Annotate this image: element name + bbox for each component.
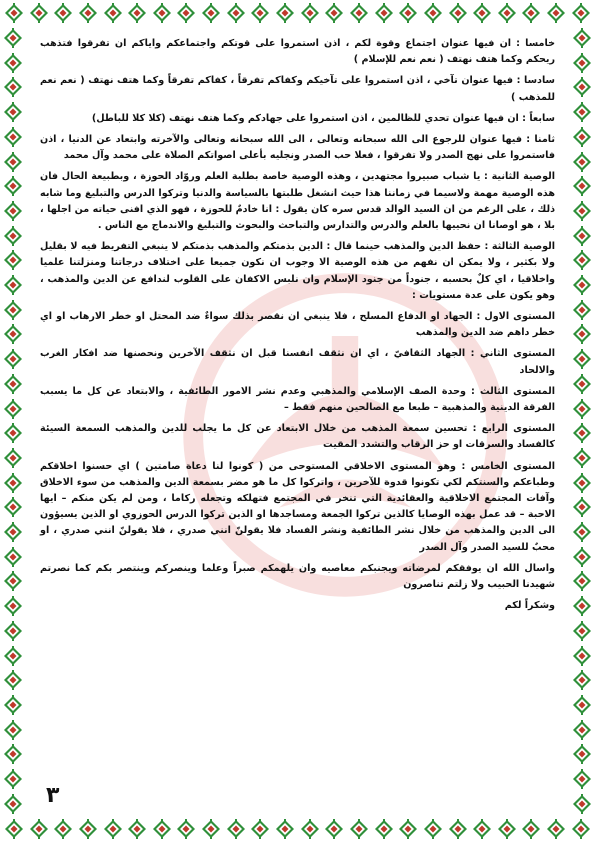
border-ornament-icon [572, 300, 592, 320]
border-ornament-icon [29, 3, 49, 23]
border-ornament-icon [472, 3, 492, 23]
border-ornament-icon [398, 819, 418, 839]
border-ornament-icon [3, 399, 23, 419]
border-ornament-icon [3, 152, 23, 172]
paragraph-eighth: ثامنا : فيها عنوان للرجوع الى الله سبحانه وتعالى ، الى الله سبحانه وتعالى والآخرته وابتعاد عن الدنيا ، اذن فاستمروا على نهج الصدر ولا تفرقوا ، فعلا حب الصدر ونجليه بأعلى اصواتكم الصلاة على محمد وآل محمد [40, 134, 555, 162]
border-ornament-icon [3, 769, 23, 789]
border-ornament-icon [572, 324, 592, 344]
border-ornament-icon [250, 819, 270, 839]
border-ornament-icon [3, 473, 23, 493]
border-ornament-icon [497, 819, 517, 839]
border-ornament-icon [374, 3, 394, 23]
left-border [0, 26, 26, 816]
border-ornament-icon [3, 670, 23, 690]
border-ornament-icon [3, 522, 23, 542]
border-ornament-icon [571, 3, 591, 23]
border-ornament-icon [275, 819, 295, 839]
paragraph-level-three: المستوى الثالث : وحدة الصف الإسلامي والمذهبي وعدم نشر الامور الطائفية ، والابتعاد عن كل ما يسبب الفرقة الدينية والمذهبية – طبعا مع الصالحين منهم فقط – [40, 385, 555, 414]
border-ornament-icon [4, 819, 24, 839]
border-ornament-icon [571, 819, 591, 839]
border-ornament-icon [572, 571, 592, 591]
border-ornament-icon [78, 3, 98, 23]
border-ornament-icon [3, 275, 23, 295]
border-ornament-icon [3, 794, 23, 814]
border-ornament-icon [572, 695, 592, 715]
border-ornament-icon [572, 448, 592, 468]
border-ornament-icon [572, 226, 592, 246]
border-ornament-icon [3, 176, 23, 196]
border-ornament-icon [3, 571, 23, 591]
document-body [40, 36, 555, 620]
border-ornament-icon [176, 3, 196, 23]
border-ornament-icon [374, 819, 394, 839]
border-ornament-icon [572, 621, 592, 641]
border-ornament-icon [324, 819, 344, 839]
border-ornament-icon [226, 3, 246, 23]
border-ornament-icon [3, 28, 23, 48]
border-ornament-icon [3, 744, 23, 764]
border-ornament-icon [572, 275, 592, 295]
border-ornament-icon [448, 3, 468, 23]
border-ornament-icon [3, 448, 23, 468]
border-ornament-icon [572, 522, 592, 542]
border-ornament-icon [201, 819, 221, 839]
border-ornament-icon [3, 374, 23, 394]
border-ornament-icon [127, 3, 147, 23]
border-ornament-icon [572, 28, 592, 48]
border-ornament-icon [472, 819, 492, 839]
paragraph-seventh: سابعاً : ان فيها عنوان تحدي للظالمين ، اذن استمروا على جهادكم وكما هتف نهتف (كلا كلا للباطل) [91, 112, 555, 124]
paragraph-level-four: المستوى الرابع : تحسين سمعة المذهب من خلال الابتعاد عن كل ما يجلب للدين والمذهب السمعة السيئة كالفساد والسرقات او حز الرقاب والتشدد المقيت [40, 423, 555, 451]
border-ornament-icon [423, 3, 443, 23]
border-ornament-icon [521, 3, 541, 23]
border-ornament-icon [572, 102, 592, 122]
border-ornament-icon [572, 547, 592, 567]
border-ornament-icon [572, 670, 592, 690]
paragraph-level-five: المستوى الخامس : وهو المستوى الاخلاقي المستوحى من ( كونوا لنا دعاة صامتين ) اي حسنوا اخلاقكم وطباعكم والسنتكم لكي تكونوا قدوة للآخرين ، واتركوا كل ما هو مضر بسمعة الدين والمذهب من سوء الاخلاق وآفات المجتمع الاخلاقية والعقائدية التي تنخر في المجتمع فتهلكه وتجعله ركاما ، ومن لم يكن منكم – ايها الاحبة – قد عمل بهذه الوصايا كالذين تركوا الجمعة ومساجدها او الذين تركوا الدرس الحوزوي او الذين يسيؤون الى الدين والمذهب من خلال نشر الطائفية ونشر الفساد فلا يقولنّ انني صدري ، فلا يقولنّ انني صدري ، او محبٌ للسيد الصدر وآل الصدر [40, 460, 555, 553]
border-ornament-icon [3, 349, 23, 369]
border-ornament-icon [103, 3, 123, 23]
border-ornament-icon [3, 127, 23, 147]
border-ornament-icon [572, 250, 592, 270]
border-ornament-icon [572, 720, 592, 740]
border-ornament-icon [398, 3, 418, 23]
border-ornament-icon [3, 423, 23, 443]
border-ornament-icon [226, 819, 246, 839]
border-ornament-icon [572, 176, 592, 196]
border-ornament-icon [250, 3, 270, 23]
border-ornament-icon [78, 819, 98, 839]
border-ornament-icon [572, 201, 592, 221]
paragraph-level-one: المستوى الاول : الجهاد او الدفاع المسلح ، فلا ينبغي ان نقصر بذلك سواءٌ ضد المحتل او خطر الارهاب او اي خطر داهم ضد الدين والمذهب [40, 311, 555, 339]
border-ornament-icon [3, 77, 23, 97]
border-ornament-icon [3, 201, 23, 221]
border-ornament-icon [300, 819, 320, 839]
border-ornament-icon [572, 399, 592, 419]
border-ornament-icon [127, 819, 147, 839]
border-ornament-icon [572, 152, 592, 172]
border-ornament-icon [572, 769, 592, 789]
border-ornament-icon [29, 819, 49, 839]
border-ornament-icon [546, 819, 566, 839]
paragraph-closing-prayer: واسال الله ان يوفقكم لمرضاته ويجنبكم معاصيه وان يلهمكم صبراً وعلما وينصركم وينتصر بكم كما نصرتم شهيدنا الحبيب ولا زلتم تناصرون [40, 562, 555, 591]
border-ornament-icon [497, 3, 517, 23]
border-ornament-icon [521, 819, 541, 839]
paragraph-sixth: سادسا : فيها عنوان تآخي ، اذن استمروا على تآخيكم وكفاكم تفرقاً ، كفاكم تفرقاً وكما هتف نهتف ( نعم نعم للمذهب ) [40, 75, 555, 103]
border-ornament-icon [572, 127, 592, 147]
border-ornament-icon [572, 794, 592, 814]
border-ornament-icon [572, 744, 592, 764]
top-border [0, 0, 595, 26]
bottom-border [0, 816, 595, 842]
border-ornament-icon [572, 77, 592, 97]
border-ornament-icon [572, 473, 592, 493]
border-ornament-icon [546, 3, 566, 23]
border-ornament-icon [572, 423, 592, 443]
border-ornament-icon [3, 250, 23, 270]
border-ornament-icon [572, 596, 592, 616]
border-ornament-icon [572, 646, 592, 666]
border-ornament-icon [3, 547, 23, 567]
right-border [569, 26, 595, 816]
border-ornament-icon [572, 349, 592, 369]
border-ornament-icon [3, 646, 23, 666]
border-ornament-icon [176, 819, 196, 839]
border-ornament-icon [53, 819, 73, 839]
border-ornament-icon [3, 497, 23, 517]
border-ornament-icon [3, 695, 23, 715]
border-ornament-icon [152, 3, 172, 23]
border-ornament-icon [3, 53, 23, 73]
border-ornament-icon [300, 3, 320, 23]
border-ornament-icon [572, 53, 592, 73]
border-ornament-icon [275, 3, 295, 23]
border-ornament-icon [3, 324, 23, 344]
paragraph-second-advice: الوصية الثانية : يا شباب صبيروا مجتهدين ، وهذه الوصية خاصة بطلبة العلم وروّاد الحوزة ، وبطبيعة الحال فان هذه الوصية مهمة ولاسيما في زماننا هذا حيث انشغل طلبتها بالسياسة والدنيا وتركوا الدرس والتبليغ وما شابه ذلك ، على الرغم من ان السيد الوالد قدس سره كان يقول : انا خادمٌ للحوزة ، فهو الذي افنى حياته من اجلها ، بلا ، هو اوصانا ان نحييها بالعلم والدرس والتدارس والتباحث والبحوث والتبليغ والاندماج مع الناس . [40, 171, 555, 232]
border-ornament-icon [152, 819, 172, 839]
border-ornament-icon [4, 3, 24, 23]
paragraph-level-two: المستوى الثاني : الجهاد الثقافيّ ، اي ان نثقف انفسنا قبل ان نثقف الآخرين ونحصنها ضد افكار الغرب والالحاد [40, 348, 555, 376]
border-ornament-icon [572, 497, 592, 517]
border-ornament-icon [3, 596, 23, 616]
border-ornament-icon [349, 819, 369, 839]
paragraph-fifth: خامسا : ان فيها عنوان اجتماع وقوة لكم ، اذن استمروا على قوتكم واجتماعكم واياكم ان تفرقوا فتذهب ريحكم وكما هتف نهتف ( نعم نعم للإسلام ) [40, 38, 555, 66]
border-ornament-icon [201, 3, 221, 23]
border-ornament-icon [3, 621, 23, 641]
border-ornament-icon [324, 3, 344, 23]
border-ornament-icon [3, 300, 23, 320]
border-ornament-icon [349, 3, 369, 23]
border-ornament-icon [3, 102, 23, 122]
border-ornament-icon [53, 3, 73, 23]
page-number: ٣ [46, 783, 60, 808]
border-ornament-icon [103, 819, 123, 839]
border-ornament-icon [448, 819, 468, 839]
paragraph-third-advice: الوصية الثالثة : حفظ الدين والمذهب حينما قال : الدين بذمتكم والمذهب بذمتكم لا ينبغي التفريط فيه لا بقليل ولا بكثير ، ولا يمكن ان نفهم من هذه الوصية الا وجوب ان نكون جميعا على اختلاف درجاتنا ومنزلتنا علميا واخلاقيا ، اي كلٌ بحسبه ، جنوداً من جنود الإسلام وان نلبس الاكفان على القلوب لندافع عن الدين والمذهب ، وهو يكون على عدة مستويات : [40, 241, 555, 301]
border-ornament-icon [423, 819, 443, 839]
border-ornament-icon [3, 720, 23, 740]
border-ornament-icon [572, 374, 592, 394]
paragraph-thanks: وشكراً لكم [504, 600, 555, 612]
border-ornament-icon [3, 226, 23, 246]
